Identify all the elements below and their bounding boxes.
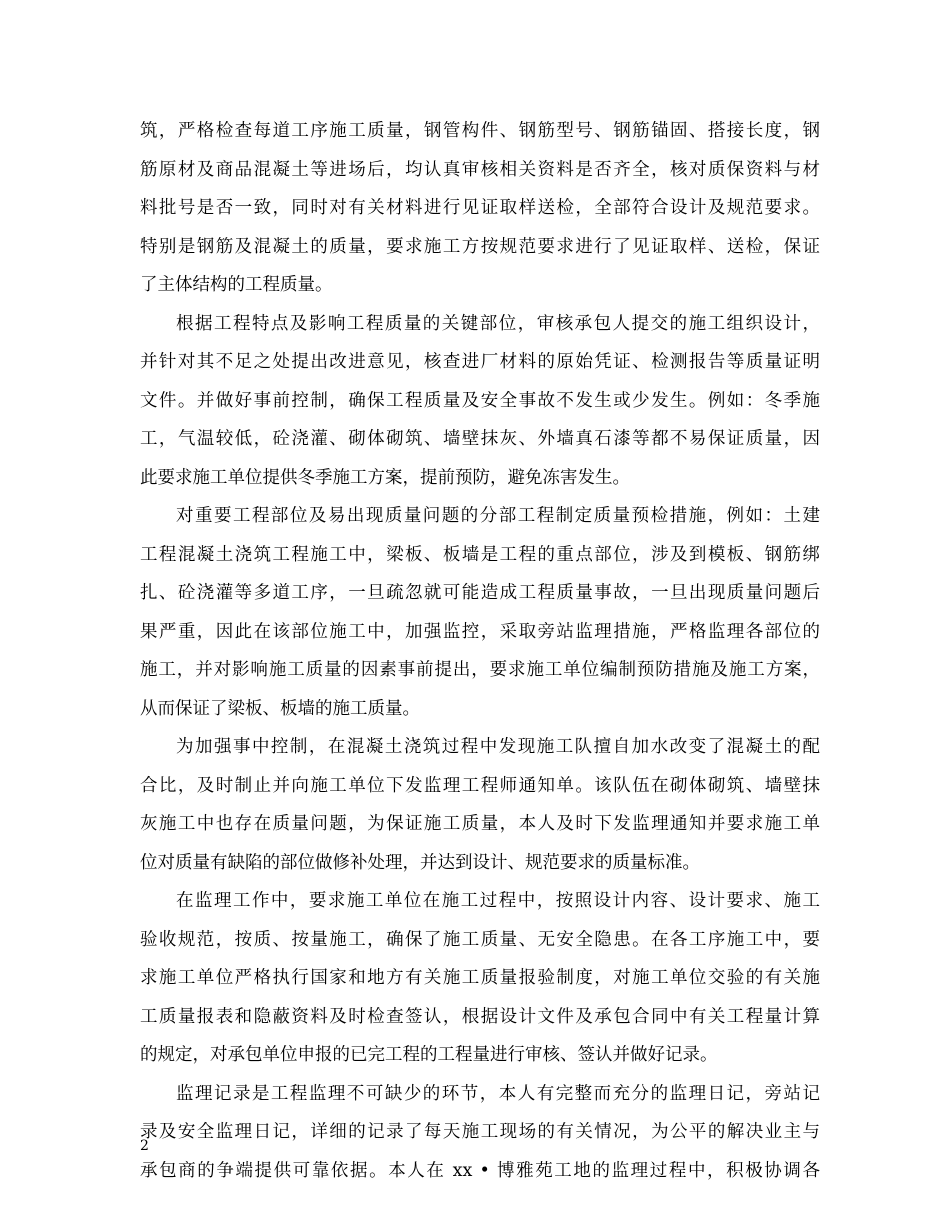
text-line: 特别是钢筋及混凝土的质量，要求施工方按规范要求进行了见证取样、送检，保证: [140, 236, 820, 257]
text-line: 文件。并做好事前控制，确保工程质量及安全事故不发生或少发生。例如：冬季施: [140, 390, 820, 411]
text-line: 在监理工作中，要求施工单位在施工过程中，按照设计内容、设计要求、施工: [176, 891, 820, 911]
text-line: 工程混凝土浇筑工程施工中，梁板、板墙是工程的重点部位，涉及到模板、钢筋绑: [140, 544, 820, 565]
text-line: 果严重，因此在该部位施工中，加强监控，采取旁站监理措施，严格监理各部位的: [140, 621, 820, 642]
text-line: 位对质量有缺陷的部位做修补处理，并达到设计、规范要求的质量标准。: [140, 852, 700, 873]
text-line: 并针对其不足之处提出改进意见，核查进厂材料的原始凭证、检测报告等质量证明: [140, 352, 820, 372]
text-line: 工质量报表和隐蔽资料及时检查签认，根据设计文件及承包合同中有关工程量计算: [140, 1006, 820, 1027]
text-line: 为加强事中控制，在混凝土浇筑过程中发现施工队擅自加水改变了混凝土的配: [176, 737, 820, 757]
text-line: 了主体结构的工程质量。: [140, 275, 333, 295]
text-line: 录及安全监理日记，详细的记录了每天施工现场的有关情况，为公平的解决业主与: [140, 1122, 820, 1142]
text-line: 从而保证了梁板、板墙的施工质量。: [140, 698, 420, 719]
text-line: 求施工单位严格执行国家和地方有关施工质量报验制度，对施工单位交验的有关施: [140, 968, 820, 988]
text-line: 工，气温较低，砼浇灌、砌体砌筑、墙壁抹灰、外墙真石漆等都不易保证质量，因: [140, 429, 820, 449]
text-line: 验收规范，按质、按量施工，确保了施工质量、无安全隐患。在各工序施工中，要: [140, 929, 820, 950]
text-line: 扎、砼浇灌等多道工序，一旦疏忽就可能造成工程质量事故，一旦出现质量问题后: [140, 583, 820, 603]
body-text: [140, 112, 820, 1190]
text-line: 施工，并对影响施工质量的因素事前提出，要求施工单位编制预防措施及施工方案，: [140, 660, 820, 680]
text-line: 的规定，对承包单位申报的已完工程的工程量进行审核、签认并做好记录。: [140, 1045, 718, 1065]
page-number: 2: [140, 1138, 149, 1154]
text-line: 筋原材及商品混凝土等进场后，均认真审核相关资料是否齐全，核对质保资料与材: [140, 159, 820, 180]
text-line: 承包商的争端提供可靠依据。本人在 xx • 博雅苑工地的监理过程中，积极协调各: [140, 1160, 820, 1181]
text-line: 根据工程特点及影响工程质量的关键部位，审核承包人提交的施工组织设计，: [176, 313, 820, 334]
text-line: 此要求施工单位提供冬季施工方案，提前预防，避免冻害发生。: [140, 467, 630, 488]
text-line: 合比，及时制止并向施工单位下发监理工程师通知单。该队伍在砌体砌筑、墙壁抹: [140, 775, 820, 796]
text-line: 对重要工程部位及易出现质量问题的分部工程制定质量预检措施，例如：土建: [176, 506, 820, 526]
text-line: 灰施工中也存在质量问题，为保证施工质量，本人及时下发监理通知并要求施工单: [140, 814, 820, 834]
text-line: 料批号是否一致，同时对有关材料进行见证取样送检，全部符合设计及规范要求。: [140, 198, 820, 218]
text-line: 筑，严格检查每道工序施工质量，钢管构件、钢筋型号、钢筋锚固、搭接长度，钢: [140, 121, 820, 141]
text-line: 监理记录是工程监理不可缺少的环节，本人有完整而充分的监理日记，旁站记: [176, 1083, 820, 1104]
